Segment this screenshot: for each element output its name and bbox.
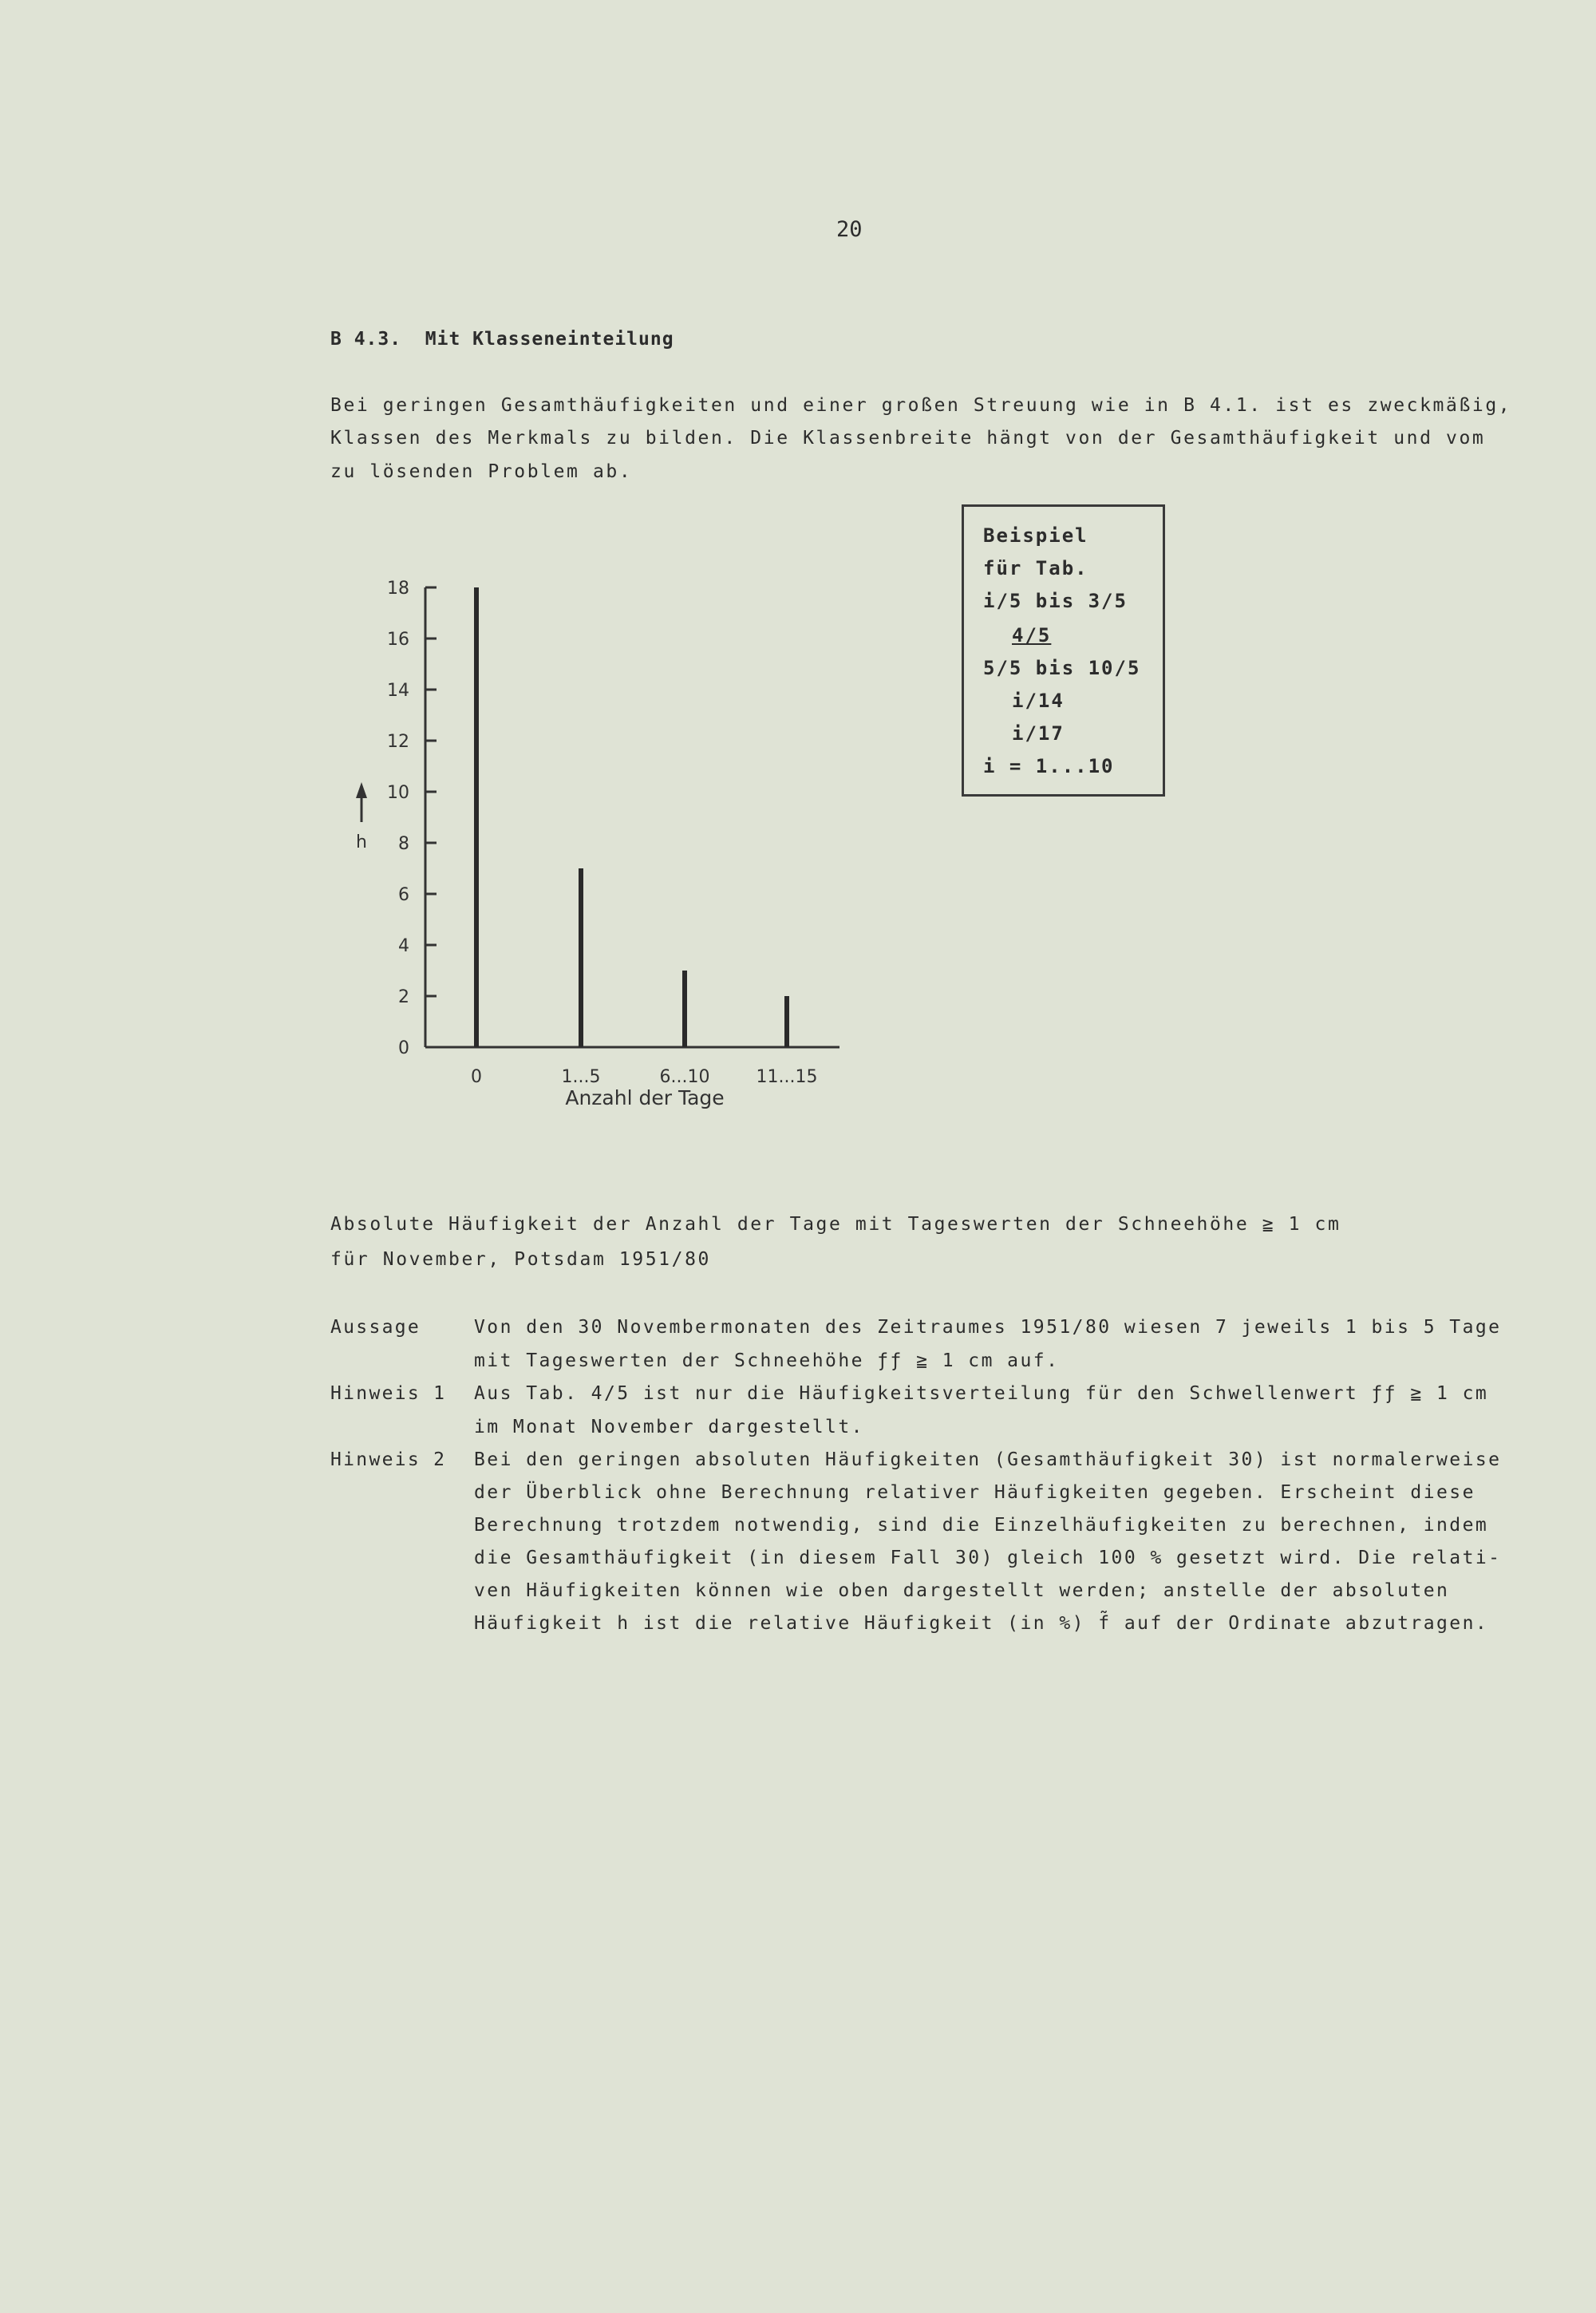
y-tick-label: 2	[398, 987, 409, 1007]
note-line: Berechnung trotzdem notwendig, sind die Einzelhäufigkeiten zu berechnen, indem	[474, 1515, 1489, 1536]
x-tick-label: 6...10	[659, 1067, 710, 1087]
note-line: der Überblick ohne Berechnung relativer Häufigkeiten gegeben. Erscheint diese	[474, 1482, 1476, 1503]
note-line: Häufigkeit h ist die relative Häufigkeit (in %) f̃ auf der Ordinate abzutragen.	[474, 1613, 1489, 1634]
example-box-line: i = 1...10	[983, 755, 1115, 777]
bar	[682, 971, 687, 1047]
y-tick-label: 8	[398, 834, 409, 854]
y-tick-label: 12	[387, 732, 409, 752]
example-box-line: i/17	[1012, 722, 1065, 745]
note-line: Bei den geringen absoluten Häufigkeiten (Gesamthäufigkeit 30) ist normalerweise	[474, 1449, 1502, 1470]
section-heading: B 4.3. Mit Klasseneinteilung	[330, 329, 674, 350]
note-label-aussage: Aussage	[330, 1317, 421, 1338]
x-tick-label: 0	[471, 1067, 482, 1087]
note-line: ven Häufigkeiten können wie oben dargestellt werden; anstelle der absoluten	[474, 1580, 1450, 1601]
y-axis	[387, 579, 437, 1058]
intro-line-1: Bei geringen Gesamthäufigkeiten und einer großen Streuung wie in B 4.1. ist es zweckmäßig,	[330, 395, 1512, 416]
example-box-line: 4/5	[1012, 624, 1052, 646]
intro-line-3: zu lösenden Problem ab.	[330, 461, 633, 482]
note-line: Aus Tab. 4/5 ist nur die Häufigkeitsverteilung für den Schwellenwert ƒƒ ≧ 1 cm	[474, 1383, 1489, 1404]
example-box-line: i/14	[1012, 690, 1065, 712]
bars	[474, 587, 789, 1047]
y-axis-label: h	[356, 832, 367, 852]
y-tick-label: 6	[398, 885, 409, 905]
example-box-line: i/5 bis 3/5	[983, 590, 1128, 612]
ylabel-arrowhead-icon	[356, 782, 367, 798]
example-box-line: 5/5 bis 10/5	[983, 657, 1141, 679]
x-axis-label: Anzahl der Tage	[565, 1086, 725, 1109]
bar	[474, 587, 479, 1047]
example-box	[962, 504, 1165, 797]
x-tick-label: 11...15	[756, 1067, 818, 1087]
y-tick-label: 18	[387, 579, 409, 599]
x-axis	[425, 1047, 839, 1087]
page-number: 20	[836, 217, 863, 242]
note-line: im Monat November dargestellt.	[474, 1417, 864, 1437]
note-line: Von den 30 Novembermonaten des Zeitraumes 1951/80 wiesen 7 jeweils 1 bis 5 Tage	[474, 1317, 1502, 1338]
bar	[784, 996, 789, 1047]
note-line: mit Tageswerten der Schneehöhe ƒƒ ≧ 1 cm auf.	[474, 1350, 1060, 1371]
note-line: die Gesamthäufigkeit (in diesem Fall 30) gleich 100 % gesetzt wird. Die relati-	[474, 1548, 1502, 1568]
x-tick-label: 1...5	[561, 1067, 601, 1087]
intro-line-2: Klassen des Merkmals zu bilden. Die Klassenbreite hängt von der Gesamthäufigkeit und vom	[330, 428, 1486, 449]
caption-line-2: für November, Potsdam 1951/80	[330, 1249, 711, 1270]
y-tick-label: 4	[398, 936, 409, 956]
y-tick-label: 0	[398, 1038, 409, 1058]
bar	[579, 868, 583, 1047]
note-label-hinweis-1: Hinweis 1	[330, 1383, 447, 1404]
note-label-hinweis-2: Hinweis 2	[330, 1449, 447, 1470]
caption-line-1: Absolute Häufigkeit der Anzahl der Tage mit Tageswerten der Schneehöhe ≧ 1 cm	[330, 1214, 1341, 1235]
y-tick-label: 10	[387, 783, 409, 803]
y-tick-label: 16	[387, 630, 409, 650]
bar-chart	[343, 559, 870, 1133]
example-box-line: für Tab.	[983, 557, 1088, 579]
example-box-line: Beispiel	[983, 524, 1088, 547]
y-tick-label: 14	[387, 681, 409, 701]
